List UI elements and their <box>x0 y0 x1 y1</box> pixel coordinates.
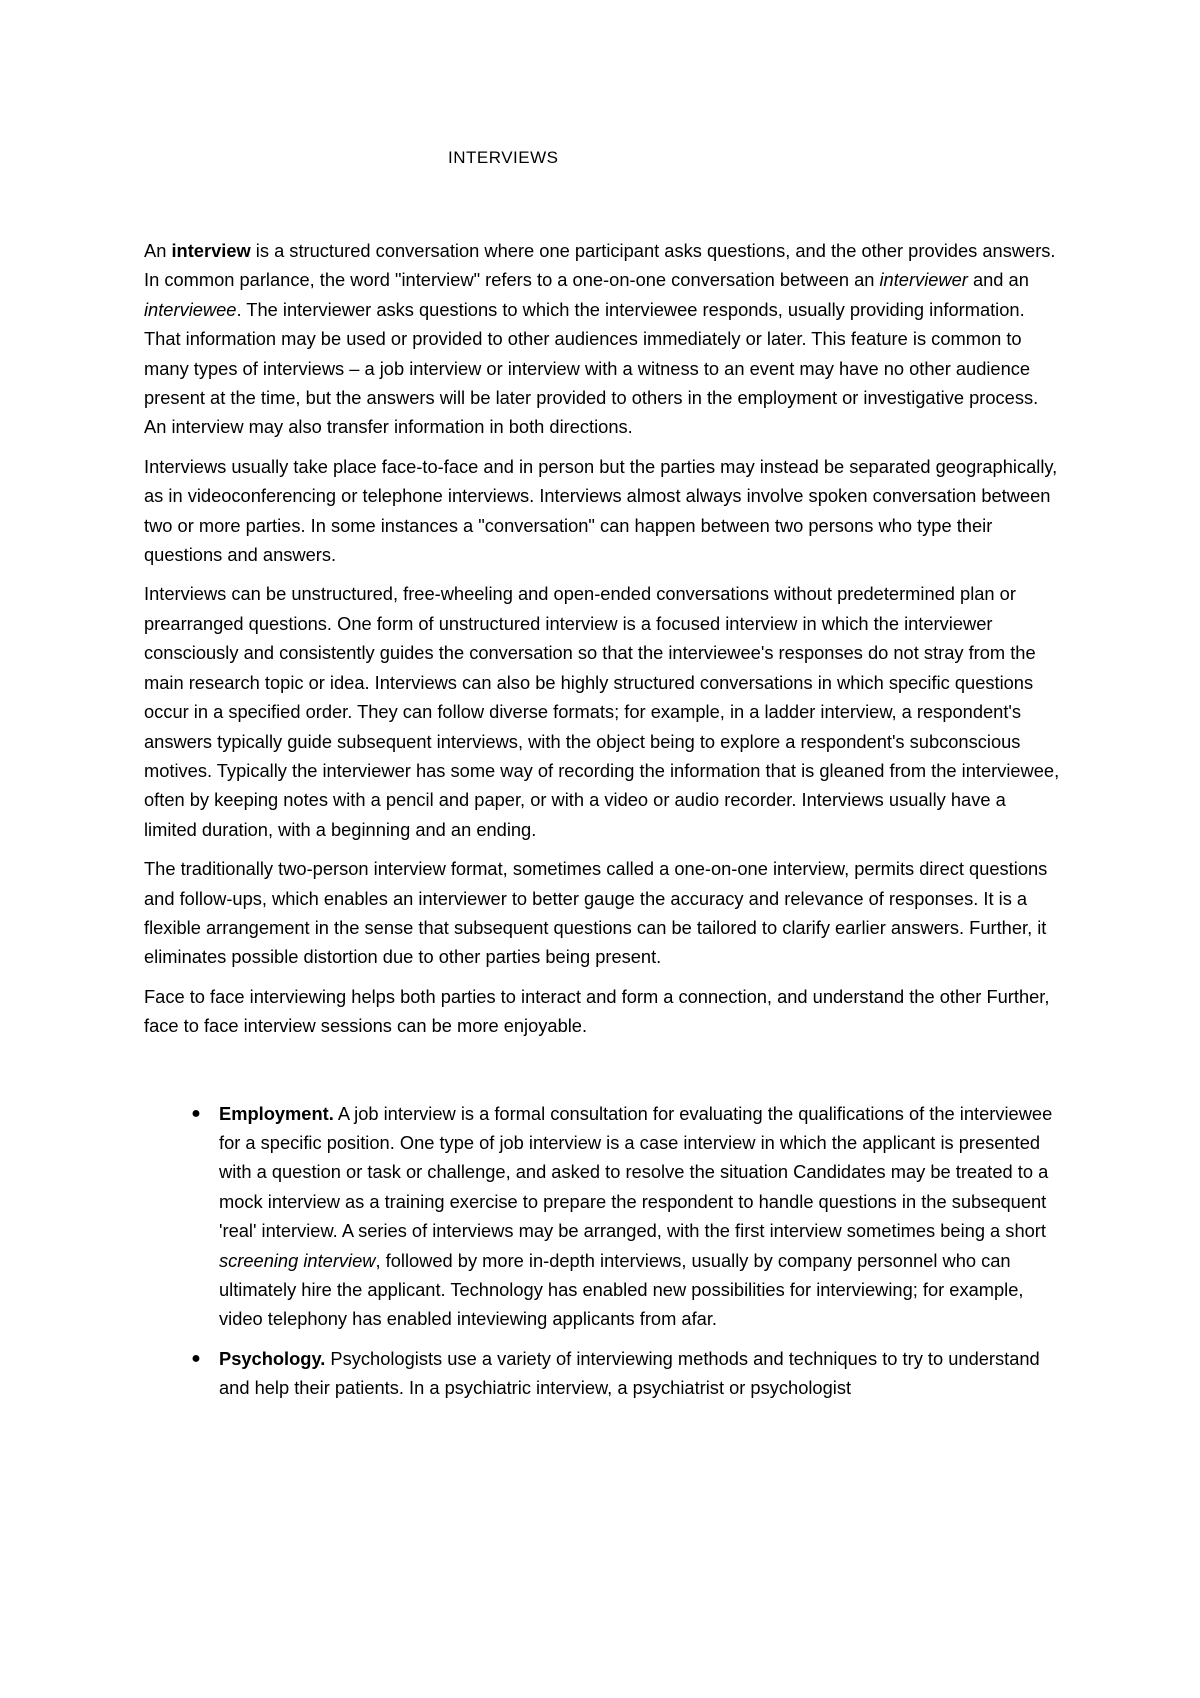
paragraph-3: Interviews can be unstructured, free-wheeling and open-ended conversations without predetermined plan or prearranged questions. One form of unstructured interview is a focused interview in which the interviewer consciously and consistently guides the conversation so that the interviewee's responses do not stray from the main research topic or idea. Interviews can also be highly structured conversations in which specific questions occur in a specified order. They can follow diverse formats; for example, in a ladder interview, a respondent's answers typically guide subsequent interviews, with the object being to explore a respondent's subconscious motives. Typically the interviewer has some way of recording the information that is gleaned from the interviewee, often by keeping notes with a pencil and paper, or with a video or audio recorder. Interviews usually have a limited duration, with a beginning and an ending. <box>144 583 1060 840</box>
term-interview: interview <box>171 240 251 261</box>
bullet-list <box>144 1099 1062 1403</box>
term-screening-interview: screening interview <box>219 1249 376 1271</box>
document-title: INTERVIEWS <box>448 148 559 167</box>
paragraph-1 <box>144 236 1062 442</box>
text-run: and an <box>967 269 1029 291</box>
term-interviewer: interviewer <box>879 269 968 291</box>
paragraph-4: The traditionally two-person interview format, sometimes called a one-on-one interview, permits direct questions and follow-ups, which enables an interviewer to better gauge the accuracy and relevance of responses. It is a flexible arrangement in the sense that subsequent questions can be tailored to clarify earlier answers. Further, it eliminates possible distortion due to other parties being present. <box>144 858 1048 968</box>
list-item-employment <box>144 1099 1062 1334</box>
term-interviewee: interviewee <box>144 298 237 320</box>
bullet-label: Employment. <box>219 1102 334 1124</box>
bullet-label: Psychology. <box>219 1347 326 1369</box>
paragraph-5: Face to face interviewing helps both parties to interact and form a connection, and understand the other Further, face to face interview sessions can be more enjoyable. <box>144 985 1050 1037</box>
list-item-psychology <box>144 1344 1062 1403</box>
text-run: Psychologists use a variety of interviewing methods and techniques to try to understand and help their patients. In a psychiatric interview, a psychiatrist or psychologist <box>219 1347 1040 1399</box>
bullet-icon: ● <box>191 1104 201 1122</box>
text-run: An <box>144 240 172 261</box>
text-run: , followed by more in-depth interviews, usually by company personnel who can ultimately hire the applicant. Technology has enabled new possibilities for interviewing; for example, video telephony has enabled inteviewing applicants from afar. <box>219 1249 1024 1330</box>
document-body <box>144 236 1062 1413</box>
text-run: . The interviewer asks questions to which the interviewee responds, usually providing information. That information may be used or provided to other audiences immediately or later. This feature is common to many types of interviews – a job interview or interview with a witness to an event may have no other audience present at the time, but the answers will be later provided to others in the employment or investigative process. An interview may also transfer information in both directions. <box>144 298 1039 438</box>
bullet-icon: ● <box>191 1349 201 1367</box>
paragraph-2: Interviews usually take place face-to-face and in person but the parties may instead be separated geographically, as in videoconferencing or telephone interviews. Interviews almost always involve spoken conversation between two or more parties. In some instances a "conversation" can happen between two persons who type their questions and answers. <box>144 455 1058 566</box>
text-run: is a structured conversation where one participant asks questions, and the other provides answers. In common parlance, the word "interview" refers to a one-on-one conversation between an <box>144 240 1056 291</box>
text-run: A job interview is a formal consultation for evaluating the qualifications of the interviewee for a specific position. One type of job interview is a case interview in which the applicant is presented with a question or task or challenge, and asked to resolve the situation Candidates may be treated to a mock interview as a training exercise to prepare the respondent to handle questions in the subsequent 'real' interview. A series of interviews may be arranged, with the first interview sometimes being a short <box>219 1102 1053 1242</box>
